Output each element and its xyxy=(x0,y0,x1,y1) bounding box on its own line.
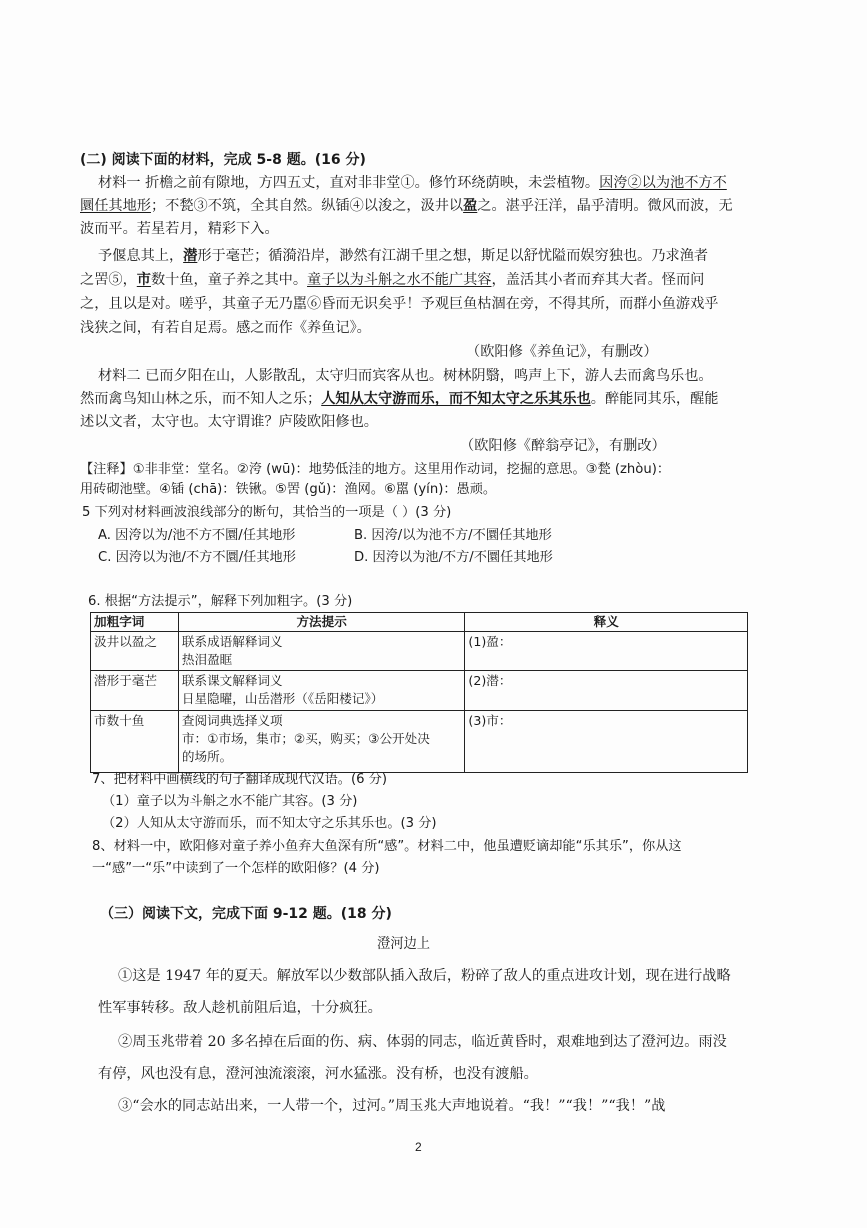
table-row xyxy=(91,632,748,671)
table-row xyxy=(91,711,748,773)
material-one-line-3: 波而平。若星若月，精彩下入。 xyxy=(80,221,279,237)
source-citation: （欧阳修《醉翁亭记》，有删改） xyxy=(460,438,666,454)
hint-line: 热泪盈眶 xyxy=(181,652,233,667)
question-7-sub-2: （2）人知从太守游而乐，而不知太守之乐其乐也。(3 分) xyxy=(102,816,437,831)
column-header: 方法提示 xyxy=(178,613,465,632)
column-header: 加粗字词 xyxy=(91,613,179,632)
text-segment: 材料一 折檐之前有隙地，方四五丈，直对非非堂①。修竹环绕荫映，未尝植物。 xyxy=(98,175,600,191)
underlined-sentence: 人知从太守游而乐，而不知太守之乐其乐也 xyxy=(321,391,591,407)
article-paragraph-line: ①这是 1947 年的夏天。解放军以少数部队插入敌后，粉碎了敌人的重点进攻计划，现在进行战略 xyxy=(118,968,731,984)
material-one-line-5 xyxy=(80,270,704,290)
section-heading: （三）阅读下文，完成下面 9-12 题。(18 分) xyxy=(100,906,392,922)
hint-line: 查阅词典选择义项 xyxy=(181,713,283,728)
hint-line: 联系成语解释词义 xyxy=(181,634,283,649)
material-two-line-1: 材料二 已而夕阳在山，人影散乱，太守归而宾客从也。树林阴翳，鸣声上下，游人去而禽鸟乐也。 xyxy=(98,368,713,384)
text-segment: 然而禽鸟知山林之乐，而不知人之乐； xyxy=(80,391,322,407)
bold-word: 市 xyxy=(136,272,151,288)
text-segment: 予偃息其上， xyxy=(98,248,184,264)
question-8-line-2: 一“感”一“乐”中读到了一个怎样的欧阳修？(4 分) xyxy=(92,861,380,876)
article-paragraph-line: 性军事转移。敌人趁机前阻后追，十分疯狂。 xyxy=(98,1000,382,1016)
option-a: A. 因洿以为/池不方不圜/任其地形 xyxy=(98,528,296,543)
bold-word: 盈 xyxy=(463,198,478,214)
article-paragraph-line: ③“会水的同志站出来，一人带一个，过河。”周玉兆大声地说着。“我！”“我！”“我！”战 xyxy=(118,1098,666,1114)
text-segment: 形于毫芒；循漪沿岸，渺然有江湖千里之想，斯足以舒忧隘而娱穷独也。乃求渔者 xyxy=(197,248,709,264)
text-segment: ；不甃③不筑，全其自然。纵锸④以浚之，汲井以 xyxy=(150,198,464,214)
wavy-underlined-text: 圜任其地形 xyxy=(80,198,151,214)
text-segment: 数十鱼，童子养之其中。 xyxy=(150,272,308,288)
method-hint-table xyxy=(90,612,748,773)
material-one-line-1 xyxy=(98,173,727,193)
article-paragraph-line: 有停，风也没有息，澄河浊流滚滚，河水猛涨。没有桥，也没有渡船。 xyxy=(98,1066,538,1082)
column-header: 释义 xyxy=(465,613,748,632)
notes-line-2: 用砖砌池壁。④锸 (chā)：铁锹。⑤罟 (gǔ)：渔网。⑥嚚 (yín)：愚顽。 xyxy=(80,482,497,497)
notes-line-1: 【注释】①非非堂：堂名。②洿 (wū)：地势低洼的地方。这里用作动词，挖掘的意思。③甃 (zhòu)： xyxy=(80,462,671,477)
table-header-row xyxy=(91,613,748,632)
material-one-line-4 xyxy=(98,246,708,266)
word-cell: 潜形于毫芒 xyxy=(91,671,179,711)
hint-cell xyxy=(178,671,465,711)
article-paragraph-line: ②周玉兆带着 20 多名掉在后面的伤、病、体弱的同志，临近黄昏时，艰难地到达了澄河边。雨没 xyxy=(118,1034,727,1050)
material-one-line-6: 之，且以是对。嗟乎，其童子无乃嚚⑥昏而无识矣乎！予观巨鱼枯涸在旁，不得其所，而群小鱼游戏乎 xyxy=(80,296,719,312)
question-6-stem: 6. 根据“方法提示”，解释下列加粗字。(3 分) xyxy=(88,594,353,609)
hint-line: 联系课文解释词义 xyxy=(181,673,283,688)
question-5-stem: 5 下列对材料画波浪线部分的断句，其恰当的一项是（ ）(3 分) xyxy=(82,505,452,520)
answer-cell[interactable]: (2)潜： xyxy=(465,671,748,711)
hint-line: 市：①市场，集市；②买，购买；③公开处决 xyxy=(181,731,430,746)
option-c: C. 因洿以为池/不方不圜/任其地形 xyxy=(98,550,296,565)
word-cell: 汲井以盈之 xyxy=(91,632,179,671)
hint-line: 日星隐曜，山岳潜形（《岳阳楼记》） xyxy=(181,691,384,706)
word-cell: 市数十鱼 xyxy=(91,711,179,773)
material-one-line-7: 浅狭之间，有若自足焉。感之而作《养鱼记》。 xyxy=(80,320,371,336)
option-b: B. 因洿/以为池不方/不圜任其地形 xyxy=(354,528,552,543)
article-title: 澄河边上 xyxy=(377,936,431,952)
material-one-line-2 xyxy=(80,196,733,216)
text-segment: ，盖活其小者而弃其大者。怪而问 xyxy=(491,272,705,288)
text-segment: 。醉能同其乐，醒能 xyxy=(590,391,719,407)
bold-word: 潜 xyxy=(183,248,198,264)
option-d: D. 因洿以为池/不方/不圜任其地形 xyxy=(354,550,553,565)
page-number: 2 xyxy=(415,1140,422,1154)
answer-cell[interactable]: (1)盈： xyxy=(465,632,748,671)
question-7-sub-1: （1）童子以为斗斛之水不能广其容。(3 分) xyxy=(102,794,358,809)
source-citation: （欧阳修《养鱼记》，有删改） xyxy=(466,344,658,360)
underlined-sentence: 童子以为斗斛之水不能广其容 xyxy=(307,272,492,288)
table-row xyxy=(91,671,748,711)
hint-cell xyxy=(178,632,465,671)
section-heading: (二) 阅读下面的材料，完成 5-8 题。(16 分) xyxy=(80,152,366,168)
material-two-line-3: 述以文者，太守也。太守谓谁？庐陵欧阳修也。 xyxy=(80,414,378,430)
answer-cell[interactable]: (3)市： xyxy=(465,711,748,773)
wavy-underlined-text: 因洿②以为池不方不 xyxy=(599,175,727,191)
text-segment: 之。湛乎汪洋，晶乎清明。微风而波，无 xyxy=(477,198,733,214)
text-segment: 之罟⑤， xyxy=(80,272,137,288)
hint-cell xyxy=(178,711,465,773)
question-8-line-1: 8、材料一中，欧阳修对童子养小鱼弃大鱼深有所“感”。材料二中，他虽遭贬谪却能“乐其乐”，你从这 xyxy=(92,839,682,854)
material-two-line-2 xyxy=(80,389,718,409)
hint-line: 的场所。 xyxy=(181,749,233,764)
question-7-stem: 7、把材料中画横线的句子翻译成现代汉语。(6 分) xyxy=(92,772,388,787)
